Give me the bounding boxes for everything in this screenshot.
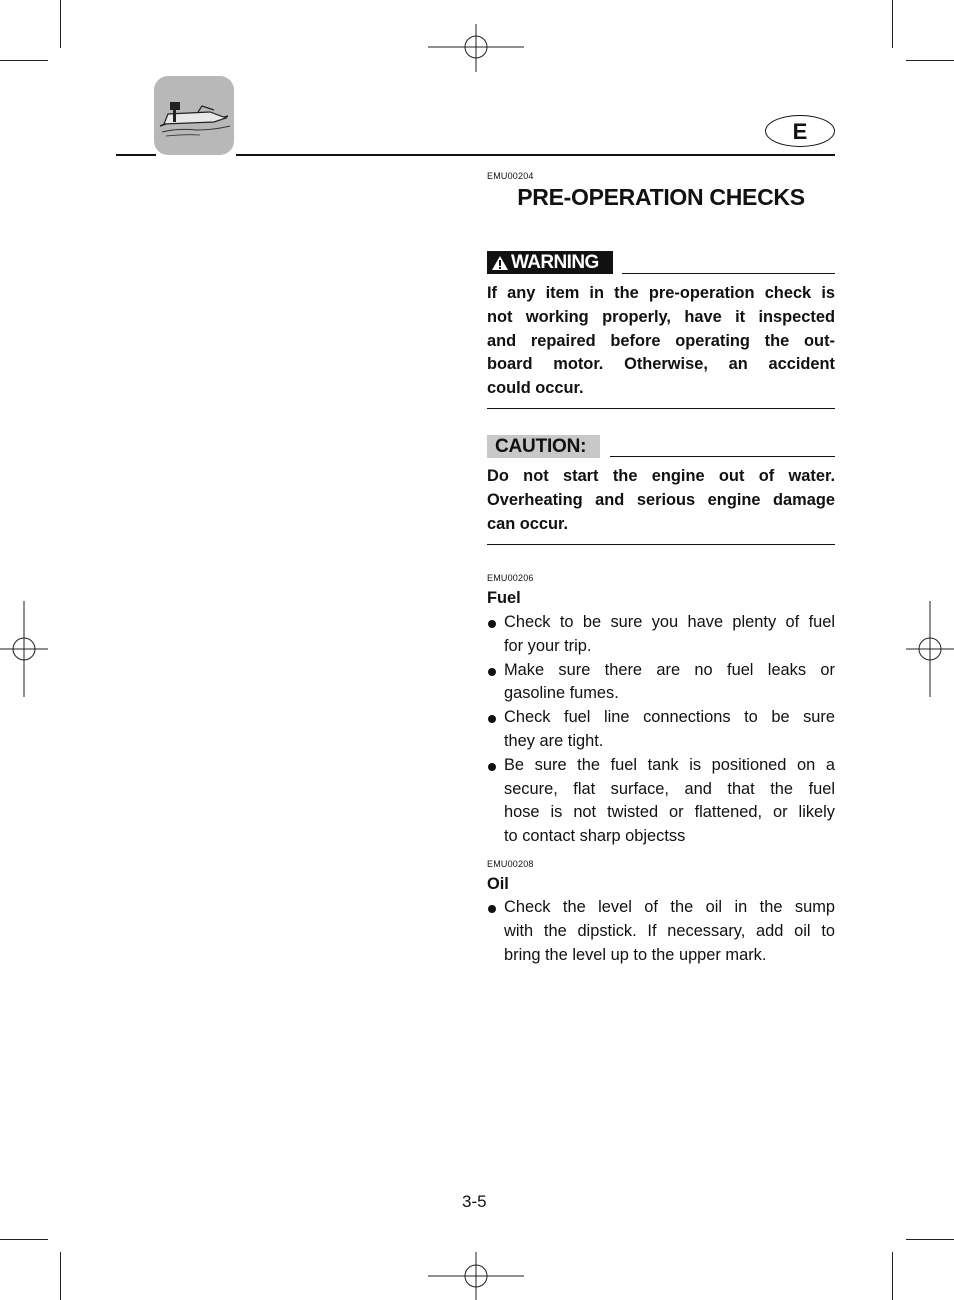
warning-line: and repaired before operating the out-	[487, 331, 835, 350]
language-badge: E	[765, 115, 835, 147]
warning-line: could occur.	[487, 379, 584, 398]
warning-line: not working properly, have it inspected	[487, 307, 835, 326]
bullet-icon	[488, 668, 496, 676]
header-rule-left	[116, 154, 156, 156]
list-item-line: they are tight.	[504, 731, 604, 750]
warning-label-text: WARNING	[511, 252, 599, 273]
registration-mark-icon	[428, 0, 524, 96]
list-item-line: Check fuel line connections to be sure	[504, 708, 835, 727]
caution-line: Overheating and serious engine damage	[487, 490, 835, 509]
registration-mark-icon	[906, 601, 954, 697]
section-code: EMU00204	[487, 171, 534, 181]
caution-label: CAUTION:	[487, 435, 600, 458]
outboard-boat-icon	[154, 76, 234, 155]
list-item	[487, 754, 835, 849]
list-item-line: Be sure the fuel tank is positioned on a	[504, 755, 835, 774]
crop-mark	[0, 60, 48, 61]
crop-mark	[906, 1239, 954, 1240]
list-item-line: to contact sharp objectss	[504, 827, 686, 846]
section-icon-box	[154, 76, 234, 155]
registration-mark-icon	[0, 601, 48, 697]
warning-line: If any item in the pre-operation check is	[487, 284, 835, 302]
fuel-heading: Fuel	[487, 589, 521, 607]
fuel-code: EMU00206	[487, 573, 534, 583]
crop-mark	[60, 0, 61, 48]
list-item-line: for your trip.	[504, 636, 592, 655]
registration-mark-icon	[428, 1252, 524, 1300]
warning-text	[487, 282, 835, 401]
list-item-line: Check to be sure you have plenty of fuel	[504, 613, 835, 631]
caution-line: Do not start the engine out of water.	[487, 467, 835, 485]
caution-line: can occur.	[487, 514, 569, 533]
list-item-line: hose is not twisted or flattened, or likely	[504, 803, 835, 822]
crop-mark	[892, 0, 893, 48]
list-item	[487, 611, 835, 659]
list-item-line: secure, flat surface, and that the fuel	[504, 779, 835, 798]
caution-text	[487, 465, 835, 536]
warning-line: board motor. Otherwise, an accident	[487, 355, 835, 374]
list-item	[487, 659, 835, 707]
list-item-line: with the dipstick. If necessary, add oil to	[504, 921, 835, 940]
bullet-icon	[488, 620, 496, 628]
bullet-icon	[488, 715, 496, 723]
bullet-icon	[488, 763, 496, 771]
list-item-line: bring the level up to the upper mark.	[504, 945, 767, 964]
caution-rule-top	[610, 456, 835, 457]
list-item	[487, 896, 835, 967]
warning-rule-top	[622, 273, 835, 274]
warning-triangle-icon	[491, 255, 509, 271]
crop-mark	[892, 1252, 893, 1300]
list-item-line: Make sure there are no fuel leaks or	[504, 660, 835, 679]
crop-mark	[0, 1239, 48, 1240]
warning-rule-bottom	[487, 408, 835, 409]
warning-label	[487, 251, 613, 274]
crop-mark	[906, 60, 954, 61]
oil-code: EMU00208	[487, 859, 534, 869]
list-item	[487, 706, 835, 754]
oil-list	[487, 896, 835, 967]
oil-heading: Oil	[487, 875, 509, 893]
fuel-list	[487, 611, 835, 849]
page-number: 3-5	[462, 1192, 487, 1211]
caution-rule-bottom	[487, 544, 835, 545]
list-item-line: gasoline fumes.	[504, 684, 619, 703]
list-item-line: Check the level of the oil in the sump	[504, 898, 835, 916]
bullet-icon	[488, 905, 496, 913]
header-rule-right	[236, 154, 835, 156]
crop-mark	[60, 1252, 61, 1300]
page-title: PRE-OPERATION CHECKS	[517, 184, 805, 210]
